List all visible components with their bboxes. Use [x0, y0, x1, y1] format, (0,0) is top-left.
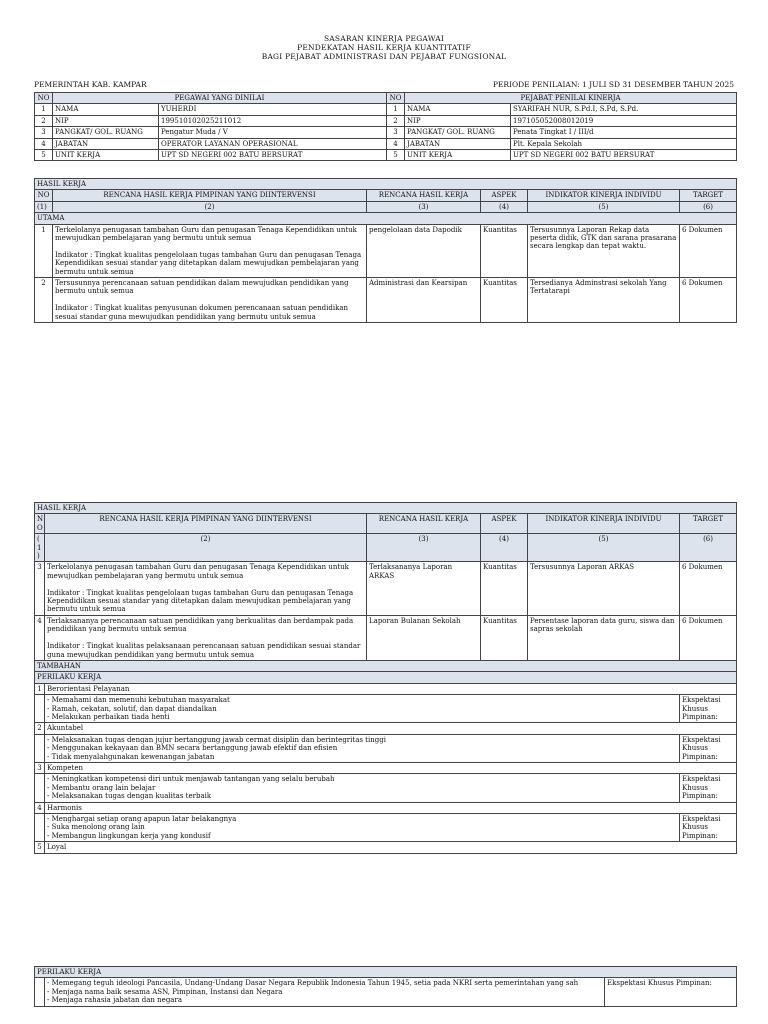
perilaku-title: Loyal	[45, 842, 737, 853]
n2-6: (6)	[680, 534, 737, 562]
field-label: NAMA	[53, 104, 159, 115]
field-label-right: PANGKAT/ GOL. RUANG	[405, 127, 511, 138]
row-no: 4	[35, 615, 45, 660]
title-line-1: SASARAN KINERJA PEGAWAI	[323, 34, 445, 43]
perilaku-desc: - Meningkatkan kompetensi diri untuk menjawab tantangan yang selalu berubah - Membantu orang lain belajar - Melaksanakan tugas dengan kualitas terbaik	[45, 774, 680, 802]
table-row	[35, 278, 737, 323]
row-no-right: 2	[387, 115, 405, 126]
h-indikator: INDIKATOR KINERJA INDIVIDU	[528, 190, 680, 201]
target-cell: 6 Dokumen	[680, 224, 737, 277]
n3: (3)	[367, 201, 481, 212]
perilaku-kerja-table-2	[34, 966, 737, 1007]
perilaku-indent	[35, 734, 45, 762]
pegawai-value: OPERATOR LAYANAN OPERASIONAL	[159, 138, 387, 149]
title-line-3: BAGI PEJABAT ADMINISTRASI DAN PEJABAT FUNGSIONAL	[261, 52, 507, 61]
perilaku-desc-row	[35, 695, 737, 723]
perilaku-title: Akuntabel	[45, 723, 737, 734]
rhk-cell: Terlaksananya Laporan ARKAS	[367, 562, 481, 615]
aspek-cell: Kuantitas	[481, 615, 528, 660]
employee-table	[34, 92, 737, 161]
rhk-pimpinan-cell: Terlaksananya perencanaan satuan pendidikan yang berkualitas dan berdampak pada pendidikan yang bermutu untuk semua Indikator : Tingkat kualitas pelaksanaan perencanaan satuan pendidikan sesuai standar guna mewujudkan pendidikan yang bermutu untuk semua	[45, 615, 367, 660]
aspek-cell: Kuantitas	[481, 224, 528, 277]
field-label-right: NAMA	[405, 104, 511, 115]
perilaku-indent	[35, 695, 45, 723]
penilai-value: SYARIFAH NUR, S.Pd.I, S.Pd, S.Pd.	[511, 104, 737, 115]
h2-rhk: RENCANA HASIL KERJA	[367, 514, 481, 534]
employee-row	[35, 138, 737, 149]
hasil-kerja-section-2: HASIL KERJA	[35, 503, 737, 514]
table-row	[35, 224, 737, 277]
target-cell: 6 Dokumen	[680, 278, 737, 323]
col-no-right: NO	[387, 93, 405, 104]
perilaku-title-row	[35, 802, 737, 813]
perilaku-title: Kompeten	[45, 762, 737, 773]
field-label-right: UNIT KERJA	[405, 150, 511, 161]
penilai-value: Plt. Kepala Sekolah	[511, 138, 737, 149]
employee-row	[35, 127, 737, 138]
penilai-value: UPT SD NEGERI 002 BATU BERSURAT	[511, 150, 737, 161]
h2-indikator: INDIKATOR KINERJA INDIVIDU	[528, 514, 680, 534]
n2-4: (4)	[481, 534, 528, 562]
table-row	[35, 615, 737, 660]
rhk-pimpinan-cell: Tersusunnya perencanaan satuan pendidikan dalam mewujudkan pendidikan yang bermutu untuk semua Indikator : Tingkat kualitas penyusunan dokumen perencanaan satuan pendidikan sesuai standar guna mewujudkan pendidikan yang bermutu untuk semua	[53, 278, 367, 323]
target-cell: 6 Dokumen	[680, 615, 737, 660]
perilaku-no: 3	[35, 762, 45, 773]
h2-rhk-pimpinan: RENCANA HASIL KERJA PIMPINAN YANG DIINTERVENSI	[45, 514, 367, 534]
row-no-right: 3	[387, 127, 405, 138]
n4: (4)	[481, 201, 528, 212]
title-line-2: PENDEKATAN HASIL KERJA KUANTITATIF	[297, 43, 471, 52]
field-label-right: NIP	[405, 115, 511, 126]
perilaku-title-row	[35, 762, 737, 773]
n2-3: (3)	[367, 534, 481, 562]
perilaku-desc: - Menghargai setiap orang apapun latar belakangnya - Suka menolong orang lain - Membangun lingkungan kerja yang kondusif	[45, 814, 680, 842]
period-label: PERIODE PENILAIAN: 1 JULI SD 31 DESEMBER TAHUN 2025	[492, 80, 734, 89]
employee-row	[35, 115, 737, 126]
h2-target: TARGET	[680, 514, 737, 534]
indikator-cell: Tersedianya Adminstrasi sekolah Yang Tertatarapi	[528, 278, 680, 323]
field-label: JABATAN	[53, 138, 159, 149]
row-no: 5	[35, 150, 53, 161]
hasil-kerja-section: HASIL KERJA	[35, 179, 737, 190]
hasil-kerja-table-1	[34, 178, 737, 323]
tambahan-section: TAMBAHAN	[35, 660, 737, 671]
perilaku-title: Harmonis	[45, 802, 737, 813]
perilaku-kerja-section: PERILAKU KERJA	[35, 672, 737, 683]
row-no-right: 4	[387, 138, 405, 149]
perilaku-desc: - Melaksanakan tugas dengan jujur bertanggung jawab cermat disiplin dan berintegritas tinggi - Menggunakan kekayaan dan BMN secara bertanggung jawab efektif dan efisien - Tidak menyalahgunakan kewenangan jabatan	[45, 734, 680, 762]
n1: (1)	[35, 201, 53, 212]
perilaku-indent	[35, 814, 45, 842]
n2-2: (2)	[45, 534, 367, 562]
row-no: 3	[35, 127, 53, 138]
perilaku-indent	[35, 774, 45, 802]
utama-section: UTAMA	[35, 213, 737, 224]
h-aspek: ASPEK	[481, 190, 528, 201]
perilaku-desc: - Memahami dan memenuhi kebutuhan masyarakat - Ramah, cekatan, solutif, dan dapat diandalkan - Melakukan perbaikan tiada henti	[45, 695, 680, 723]
h-no: NO	[35, 190, 53, 201]
hasil-rows-2	[35, 562, 737, 660]
row-no: 4	[35, 138, 53, 149]
row-no: 3	[35, 562, 45, 615]
aspek-cell: Kuantitas	[481, 278, 528, 323]
col-no: NO	[35, 93, 53, 104]
rhk-cell: Administrasi dan Kearsipan	[367, 278, 481, 323]
organization-label: PEMERINTAH KAB. KAMPAR	[34, 80, 147, 89]
h-rhk: RENCANA HASIL KERJA	[367, 190, 481, 201]
field-label: PANGKAT/ GOL. RUANG	[53, 127, 159, 138]
field-label: NIP	[53, 115, 159, 126]
target-cell: 6 Dokumen	[680, 562, 737, 615]
ekspektasi-label: Ekspektasi Khusus Pimpinan:	[680, 814, 737, 842]
perilaku-title: Berorientasi Pelayanan	[45, 683, 737, 694]
table-row	[35, 562, 737, 615]
row-no: 1	[35, 104, 53, 115]
row-no-right: 5	[387, 150, 405, 161]
field-label: UNIT KERJA	[53, 150, 159, 161]
rhk-cell: Laporan Bulanan Sekolah	[367, 615, 481, 660]
perilaku-indent	[35, 978, 45, 1006]
pegawai-value: Pengatur Muda / V	[159, 127, 387, 138]
perilaku-rows-2	[35, 978, 737, 1006]
perilaku-desc: - Memegang teguh ideologi Pancasila, Undang-Undang Dasar Negara Republik Indonesia Tahun 1945, setia pada NKRI serta pemerintahan yang sah - Menjaga nama baik sesama ASN, Pimpinan, Instansi dan Negara - Menjaga rahasia jabatan dan negara	[45, 978, 605, 1006]
row-no-right: 1	[387, 104, 405, 115]
perilaku-kerja-section-2: PERILAKU KERJA	[35, 967, 737, 978]
h2-no: NO	[35, 514, 45, 534]
perilaku-desc-row	[35, 978, 737, 1006]
perilaku-desc-row	[35, 774, 737, 802]
perilaku-title-row	[35, 842, 737, 853]
penilai-value: 197105052008012019	[511, 115, 737, 126]
penilai-value: Penata Tingkat I / III/d	[511, 127, 737, 138]
document-header	[0, 34, 768, 61]
field-label-right: JABATAN	[405, 138, 511, 149]
perilaku-title-row	[35, 723, 737, 734]
h-rhk-pimpinan: RENCANA HASIL KERJA PIMPINAN YANG DIINTERVENSI	[53, 190, 367, 201]
employee-row	[35, 104, 737, 115]
indikator-cell: Persentase laporan data guru, siswa dan sapras sekolah	[528, 615, 680, 660]
aspek-cell: Kuantitas	[481, 562, 528, 615]
h2-aspek: ASPEK	[481, 514, 528, 534]
ekspektasi-label: Ekspektasi Khusus Pimpinan:	[680, 734, 737, 762]
n6: (6)	[680, 201, 737, 212]
employee-row	[35, 150, 737, 161]
ekspektasi-label: Ekspektasi Khusus Pimpinan:	[680, 695, 737, 723]
hasil-kerja-table-2	[34, 502, 737, 854]
perilaku-no: 4	[35, 802, 45, 813]
perilaku-title-row	[35, 683, 737, 694]
perilaku-desc-row	[35, 734, 737, 762]
perilaku-no: 1	[35, 683, 45, 694]
row-no: 2	[35, 278, 53, 323]
pegawai-dinilai-title: PEGAWAI YANG DINILAI	[53, 93, 387, 104]
rhk-cell: pengelolaan data Dapodik	[367, 224, 481, 277]
rhk-pimpinan-cell: Terkelolanya penugasan tambahan Guru dan penugasan Tenaga Kependidikan untuk mewujudkan pembelajaran yang bermutu untuk semua Indikator : Tingkat kualitas pengelolaan tugas tambahan Guru dan penugasan Tenaga Kependidikan sesuai standar yang ditetapkan dalam mewujudkan pembelajaran yang bermutu untuk semua	[45, 562, 367, 615]
ekspektasi-label: Ekspektasi Khusus Pimpinan:	[605, 978, 737, 1006]
indikator-cell: Tersusunnya Laporan ARKAS	[528, 562, 680, 615]
indikator-cell: Tersusunnya Laporan Rekap data peserta didik, GTK dan sarana prasarana secara lengkap dan tepat waktu.	[528, 224, 680, 277]
n5: (5)	[528, 201, 680, 212]
n2-1: (1)	[35, 534, 45, 562]
employee-rows	[35, 104, 737, 161]
pejabat-penilai-title: PEJABAT PENILAI KINERJA	[405, 93, 737, 104]
perilaku-rows-1	[35, 683, 737, 853]
hasil-rows-1	[35, 224, 737, 322]
n2-5: (5)	[528, 534, 680, 562]
pegawai-value: UPT SD NEGERI 002 BATU BERSURAT	[159, 150, 387, 161]
pegawai-value: 199510102025211012	[159, 115, 387, 126]
n2: (2)	[53, 201, 367, 212]
rhk-pimpinan-cell: Terkelolanya penugasan tambahan Guru dan penugasan Tenaga Kependidikan untuk mewujudkan pembelajaran yang bermutu untuk semua Indikator : Tingkat kualitas pengelolaan tugas tambahan Guru dan penugasan Tenaga Kependidikan sesuai standar yang ditetapkan dalam mewujudkan pembelajaran yang bermutu untuk semua	[53, 224, 367, 277]
row-no: 2	[35, 115, 53, 126]
perilaku-no: 2	[35, 723, 45, 734]
h-target: TARGET	[680, 190, 737, 201]
ekspektasi-label: Ekspektasi Khusus Pimpinan:	[680, 774, 737, 802]
perilaku-desc-row	[35, 814, 737, 842]
perilaku-no: 5	[35, 842, 45, 853]
row-no: 1	[35, 224, 53, 277]
pegawai-value: YUHERDI	[159, 104, 387, 115]
